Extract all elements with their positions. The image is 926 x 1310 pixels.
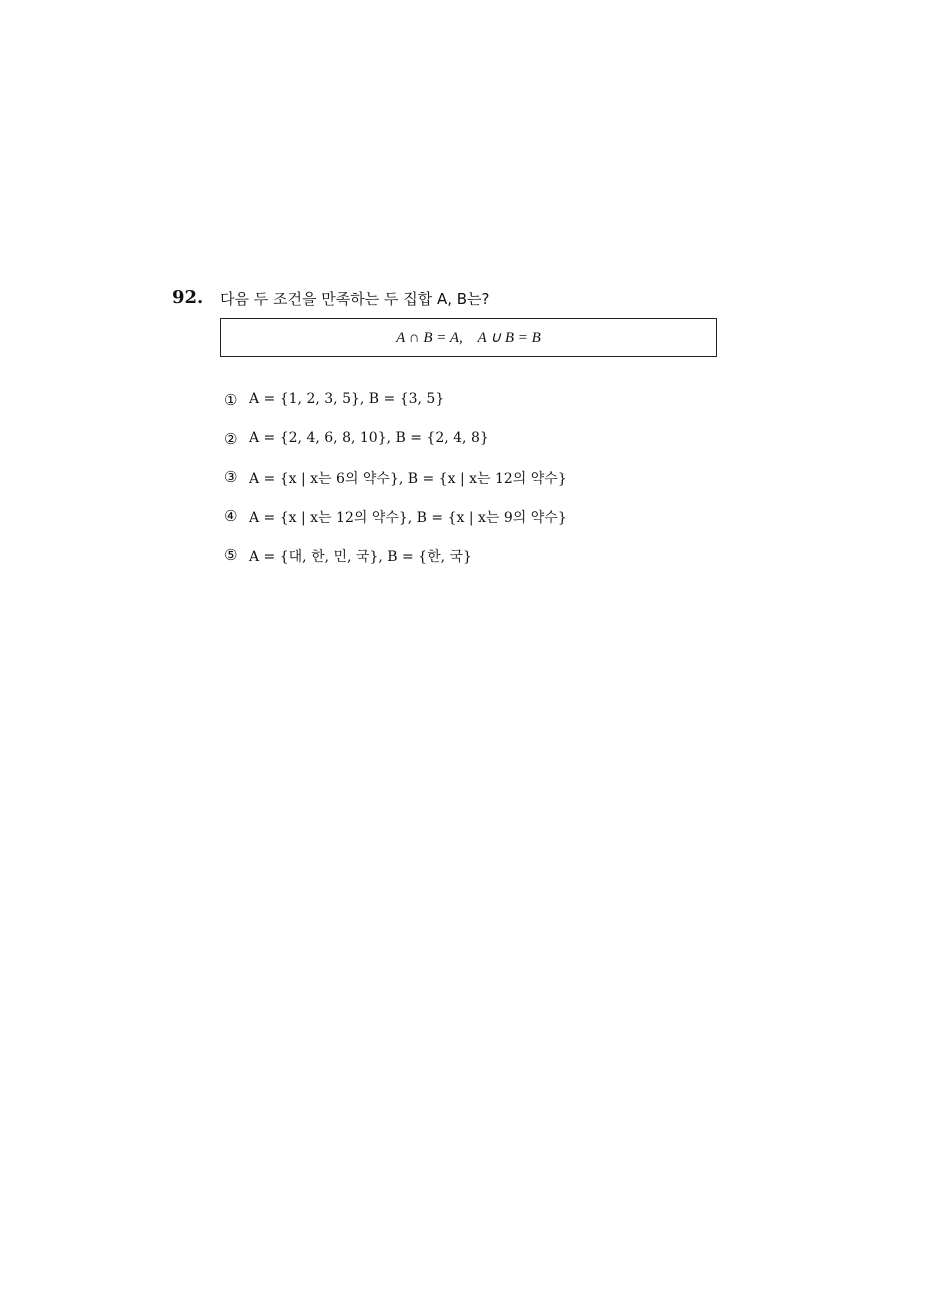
choice-marker: ① (224, 391, 238, 409)
choice-marker: ③ (224, 468, 238, 487)
choice-4[interactable] (224, 507, 567, 546)
choice-2[interactable] (224, 430, 567, 469)
choice-marker: ⑤ (224, 545, 238, 564)
choice-marker: ② (224, 429, 238, 448)
condition-box (220, 318, 717, 357)
choice-list (224, 391, 567, 584)
choice-5[interactable] (224, 546, 567, 585)
choice-marker: ④ (224, 507, 238, 526)
question-text: 다음 두 조건을 만족하는 두 집합 A, B는? (220, 290, 490, 308)
choice-1[interactable] (224, 391, 567, 430)
choice-text: A = {2, 4, 6, 8, 10}, B = {2, 4, 8} (249, 429, 489, 446)
choice-3[interactable] (224, 468, 567, 507)
choice-text: A = {1, 2, 3, 5}, B = {3, 5} (249, 391, 445, 407)
choice-text: A = {x | x는 12의 약수}, B = {x | x는 9의 약수} (249, 510, 567, 527)
problem-number: 92. (172, 287, 204, 308)
choice-text: A = {x | x는 6의 약수}, B = {x | x는 12의 약수} (249, 471, 567, 488)
choice-text: A = {대, 한, 민, 국}, B = {한, 국} (249, 548, 472, 565)
condition-text: A ∩ B = A, A ∪ B = B (396, 330, 541, 346)
